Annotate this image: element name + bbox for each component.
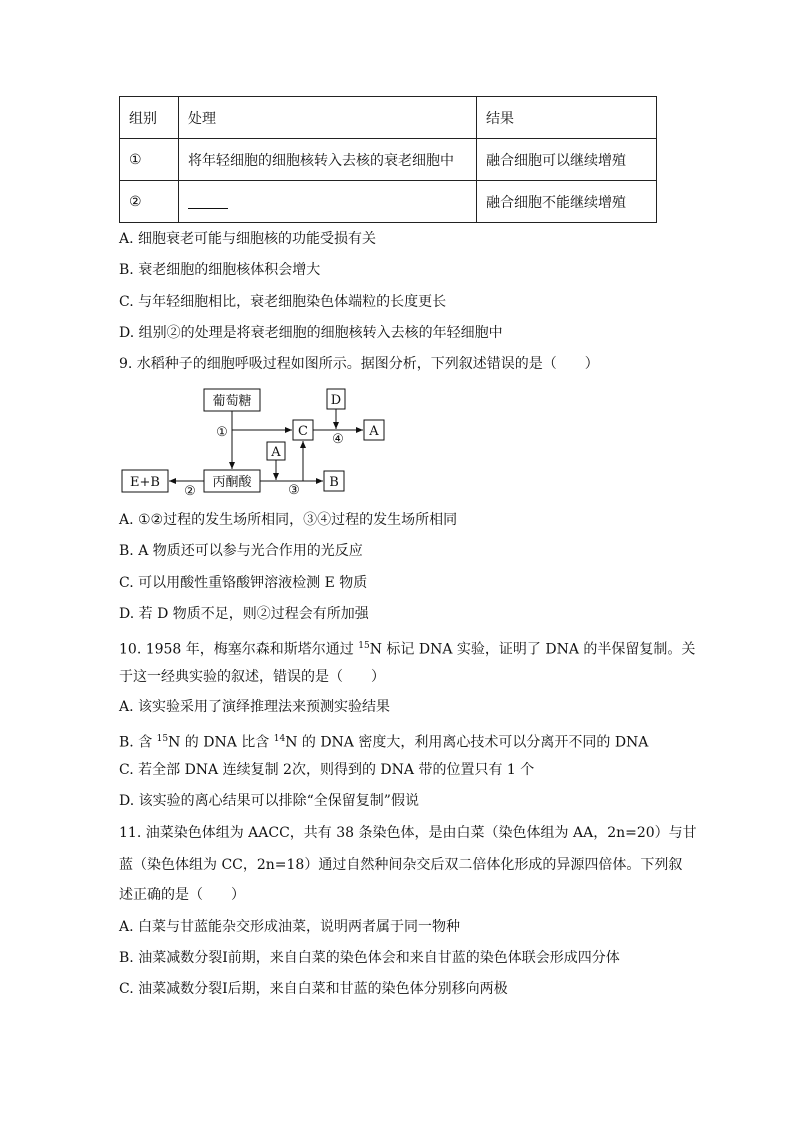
q11-option-b: B. 油菜减数分裂Ⅰ前期，来自白菜的染色体会和来自甘蓝的染色体联会形成四分体 xyxy=(119,950,620,966)
q9-option-c: C. 可以用酸性重铬酸钾溶液检测 E 物质 xyxy=(119,575,368,591)
table-cell-result: 融合细胞可以继续增殖 xyxy=(477,139,657,181)
q10-option-a: A. 该实验采用了演绎推理法来预测实验结果 xyxy=(119,699,391,715)
q11-stem-line1: 11. 油菜染色体组为 AACC，共有 38 条染色体，是由白菜（染色体组为 AA，2n=20）与甘 xyxy=(119,825,697,841)
table-cell-result: 融合细胞不能继续增殖 xyxy=(477,181,657,223)
q8-option-a: A. 细胞衰老可能与细胞核的功能受损有关 xyxy=(119,231,377,247)
q10-option-b xyxy=(119,730,648,752)
q10-option-b-mid: N 的 DNA 比含 xyxy=(168,734,274,751)
q9-option-b: B. A 物质还可以参与光合作用的光反应 xyxy=(119,543,363,559)
step-4-label: ④ xyxy=(332,432,344,447)
c-label: C xyxy=(298,424,308,439)
table-header-row xyxy=(120,97,657,139)
q8-option-c: C. 与年轻细胞相比，衰老细胞染色体端粒的长度更长 xyxy=(119,294,447,310)
step-2-label: ② xyxy=(184,484,196,497)
q11-stem-line3: 述正确的是（ ） xyxy=(119,887,245,903)
table-cell-treatment-blank xyxy=(179,181,477,223)
q8-option-d: D. 组别②的处理是将衰老细胞的细胞核转入去核的年轻细胞中 xyxy=(119,325,503,341)
q10-option-c: C. 若全部 DNA 连续复制 2次，则得到的 DNA 带的位置只有 1 个 xyxy=(119,762,535,778)
q10-option-d: D. 该实验的离心结果可以排除“全保留复制”假说 xyxy=(119,793,419,809)
table-cell-group: ② xyxy=(120,181,179,223)
q10-stem-post: N 标记 DNA 实验，证明了 DNA 的半保留复制。关 xyxy=(369,641,696,658)
q10-stem-line2: 于这一经典实验的叙述，错误的是（ ） xyxy=(119,669,385,685)
respiration-diagram xyxy=(118,385,398,497)
table-row xyxy=(120,181,657,223)
q9-stem: 9. 水稻种子的细胞呼吸过程如图所示。据图分析，下列叙述错误的是（ ） xyxy=(119,356,599,372)
q11-stem-line2: 蓝（染色体组为 CC，2n=18）通过自然种间杂交后双二倍体化形成的异源四倍体。下列叙 xyxy=(119,857,683,873)
glucose-label: 葡萄糖 xyxy=(212,394,252,409)
q11-option-a: A. 白菜与甘蓝能杂交形成油菜，说明两者属于同一物种 xyxy=(119,919,461,935)
a-mid-label: A xyxy=(271,445,281,460)
q10-option-b-post: N 的 DNA 密度大，利用离心技术可以分离开不同的 DNA xyxy=(285,734,649,751)
table-cell-treatment: 将年轻细胞的细胞核转入去核的衰老细胞中 xyxy=(179,139,477,181)
q9-option-a: A. ①②过程的发生场所相同，③④过程的发生场所相同 xyxy=(119,512,458,528)
step-1-label: ① xyxy=(216,425,228,440)
step-3-label: ③ xyxy=(288,483,300,497)
q10-option-b-pre: B. 含 xyxy=(119,734,157,751)
experiment-table xyxy=(119,96,657,223)
q8-option-b: B. 衰老细胞的细胞核体积会增大 xyxy=(119,262,321,278)
q10-stem-pre: 10. 1958 年，梅塞尔森和斯塔尔通过 xyxy=(119,641,359,658)
isotope-superscript: 15 xyxy=(156,734,169,744)
table-header-cell: 组别 xyxy=(120,97,179,139)
q10-stem-line1 xyxy=(119,637,695,659)
isotope-superscript: 14 xyxy=(273,734,286,744)
d-label: D xyxy=(330,393,342,408)
table-cell-group: ① xyxy=(120,139,179,181)
pyruvate-label: 丙酮酸 xyxy=(212,475,252,490)
fill-in-blank xyxy=(188,194,228,209)
q11-option-c: C. 油菜减数分裂Ⅰ后期，来自白菜和甘蓝的染色体分别移向两极 xyxy=(119,981,508,997)
a-right-label: A xyxy=(369,424,379,439)
q9-option-d: D. 若 D 物质不足，则②过程会有所加强 xyxy=(119,606,369,622)
table-header-cell: 处理 xyxy=(179,97,477,139)
table-header-cell: 结果 xyxy=(477,97,657,139)
table-row xyxy=(120,139,657,181)
b-label: B xyxy=(329,475,339,490)
eb-label: E+B xyxy=(130,475,160,490)
isotope-superscript: 15 xyxy=(358,641,370,651)
